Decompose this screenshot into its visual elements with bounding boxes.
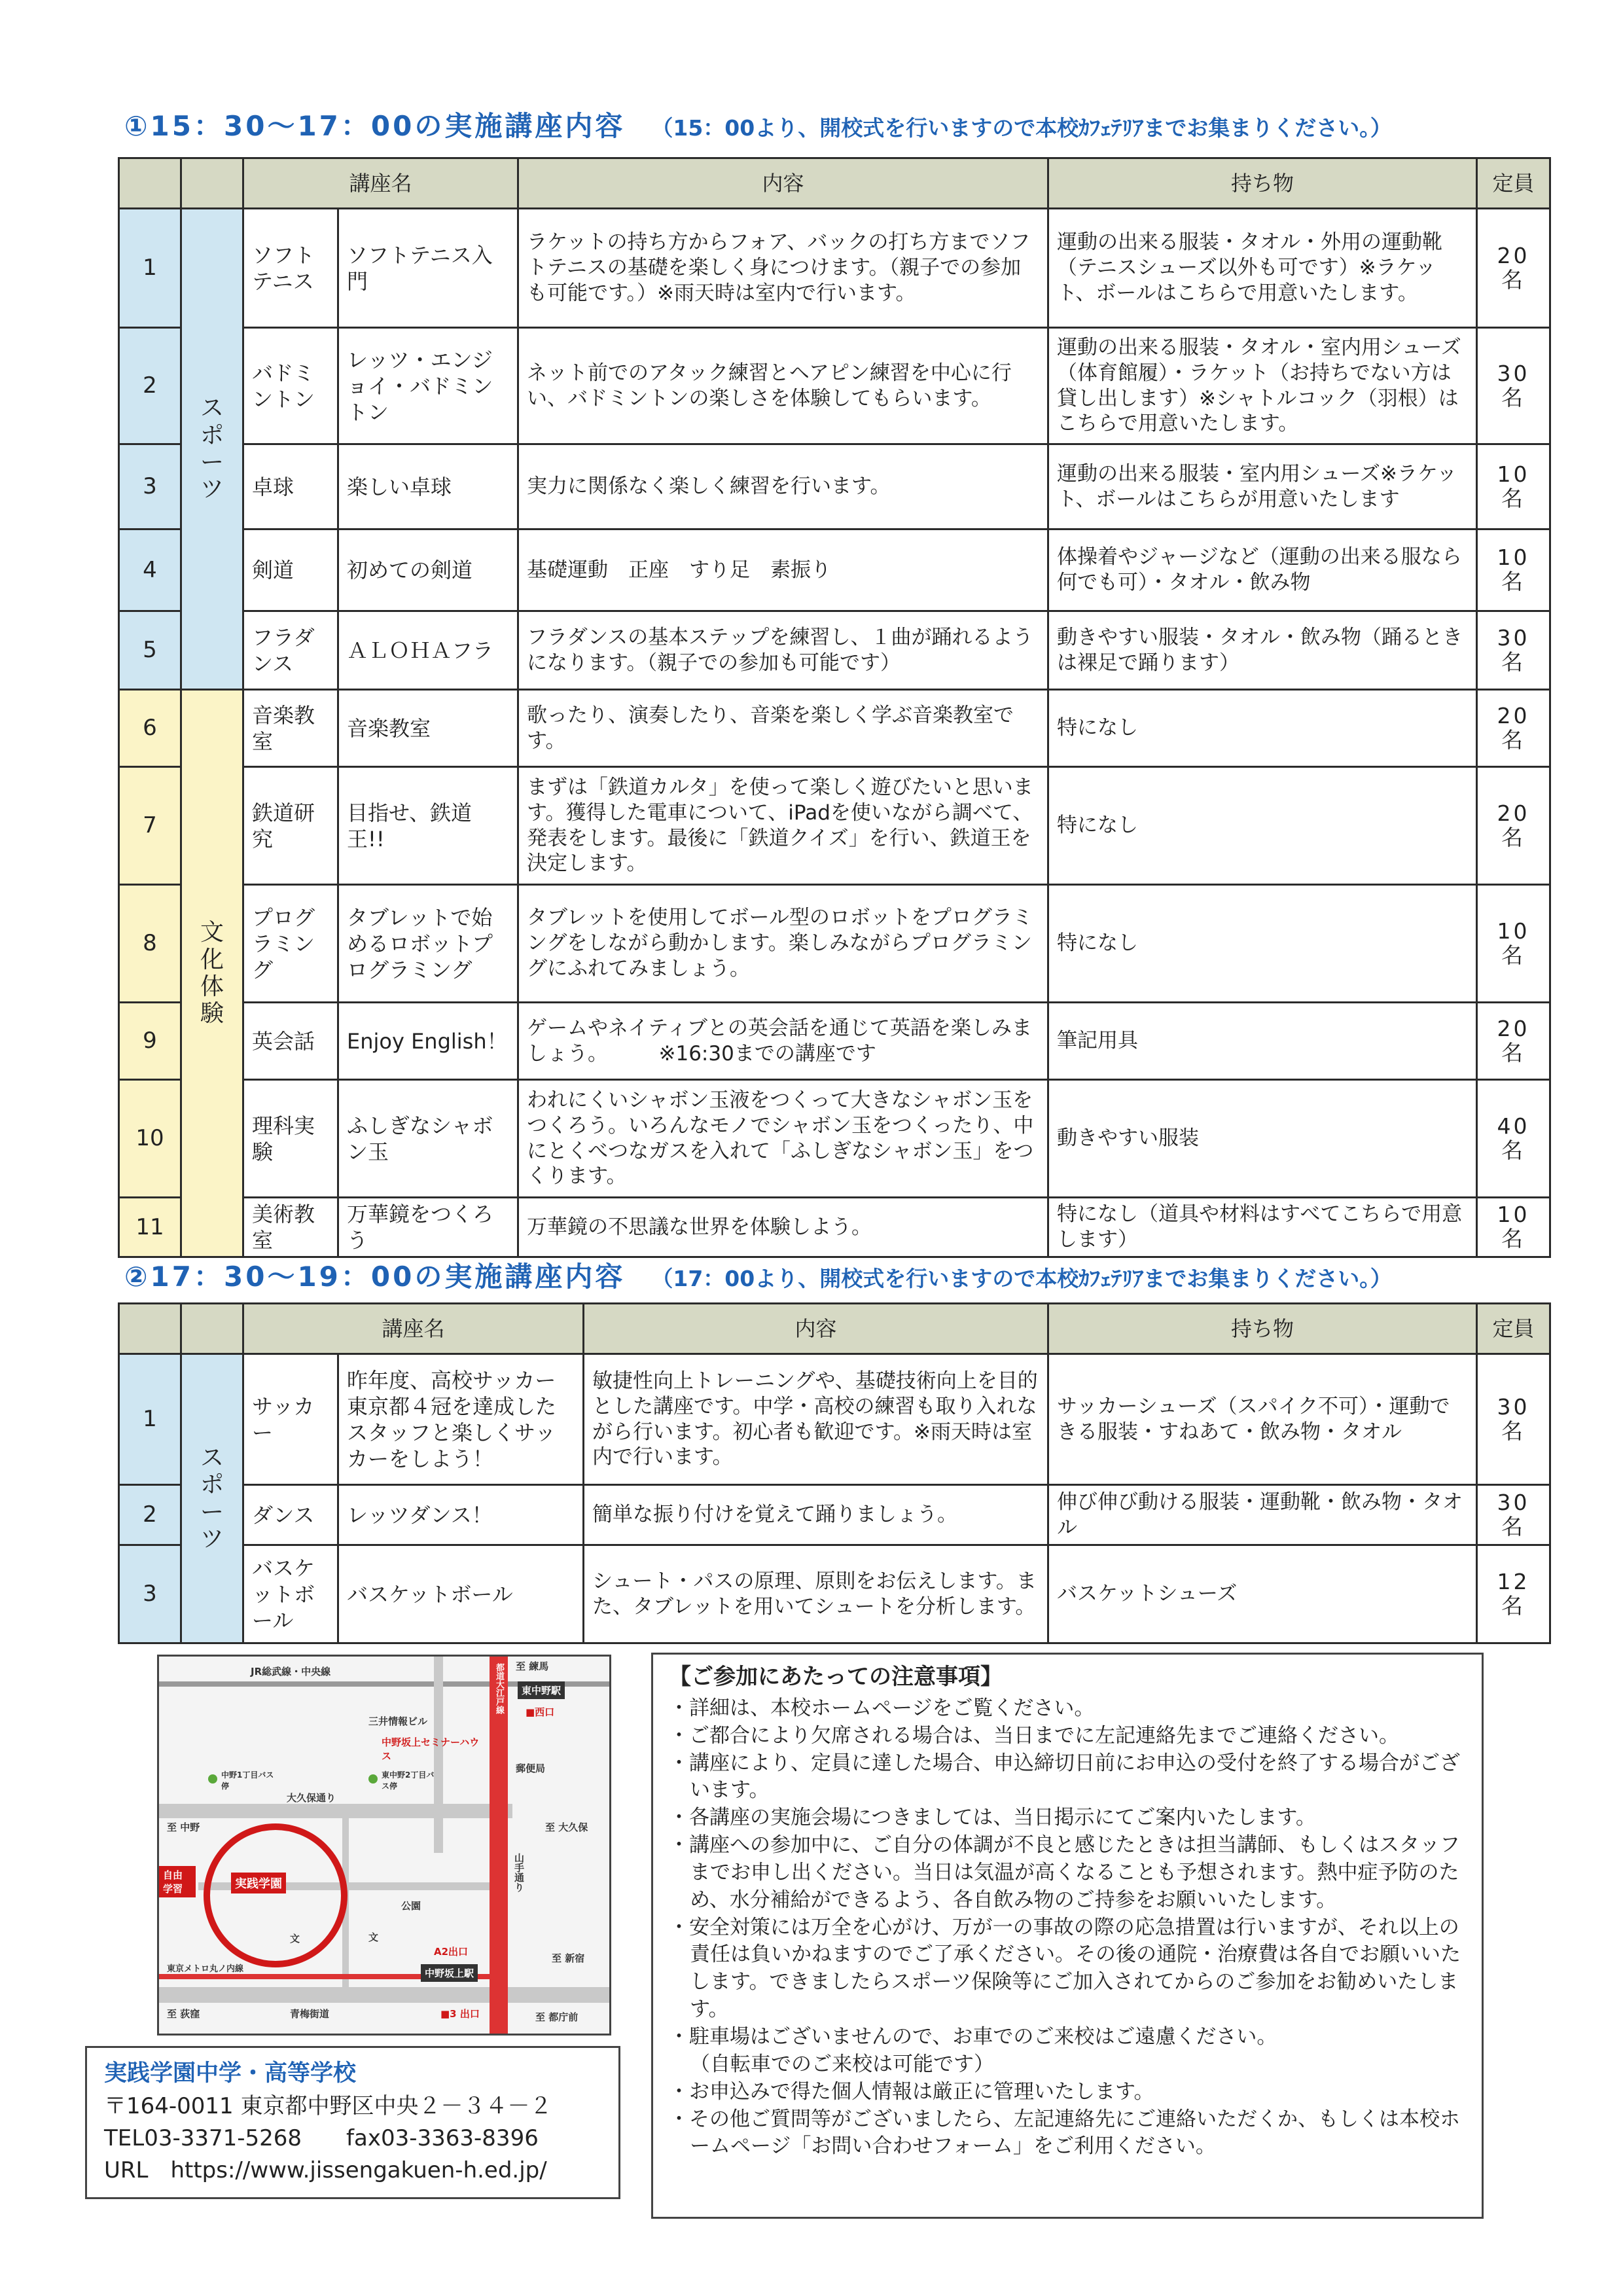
- table-row: [119, 885, 1550, 1003]
- course-title: 音楽教室: [338, 690, 518, 767]
- row-number: 11: [119, 1198, 181, 1257]
- session1-note: （15：00より、開校式を行いますので本校ｶﾌｪﾃﾘｱまでお集まりください。）: [651, 115, 1392, 141]
- table-row: [119, 767, 1550, 885]
- table-row: [119, 611, 1550, 690]
- session2-title: ②17：30～19：00の実施講座内容: [124, 1261, 626, 1293]
- course-items: 運動の出来る服装・タオル・室内用シューズ（体育館履）・ラケット（お持ちでない方は貸し出します）※シャトルコック（羽根）はこちらで用意いたします。: [1048, 328, 1477, 444]
- table-row: [119, 1354, 1550, 1485]
- table-row: [119, 1485, 1550, 1545]
- header-items: 持ち物: [1048, 158, 1477, 209]
- table-row: [119, 1003, 1550, 1080]
- session2-heading: [124, 1255, 1392, 1295]
- course-capacity: 10名: [1477, 444, 1550, 529]
- course-items: 特になし（道具や材料はすべてこちらで用意します）: [1048, 1198, 1477, 1257]
- course-title: 楽しい卓球: [338, 444, 518, 529]
- nakanosakaue-station: 中野坂上駅: [421, 1964, 478, 1982]
- course-content: 敏捷性向上トレーニングや、基礎技術向上を目的とした講座です。中学・高校の練習も取り入れながら行います。初心者も歓迎です。※雨天時は室内で行います。: [584, 1354, 1048, 1485]
- to-nakano-label: 至 中野: [167, 1821, 200, 1833]
- session2-header-row: [119, 1304, 1550, 1354]
- course-name: 剣道: [243, 529, 338, 611]
- course-capacity: 20名: [1477, 209, 1550, 328]
- course-name: 音楽教室: [243, 690, 338, 767]
- table-row: [119, 1545, 1550, 1643]
- school-label: 実践学園: [231, 1873, 286, 1893]
- course-name: バスケットボール: [243, 1545, 338, 1643]
- school-location-marker: [204, 1823, 348, 1967]
- yamate-dori-label: 山手通り: [513, 1853, 525, 1892]
- post-office-label: 郵便局: [516, 1763, 546, 1774]
- course-content: まずは「鉄道カルタ」を使って楽しく遊びたいと思います。獲得した電車について、iPadを使いながら調べて、発表をします。最後に「鉄道クイズ」を行い、鉄道王を決定します。: [518, 767, 1048, 885]
- category-sport: スポーツ: [181, 209, 243, 690]
- course-capacity: 10名: [1477, 529, 1550, 611]
- course-name: 卓球: [243, 444, 338, 529]
- course-capacity: 30名: [1477, 1485, 1550, 1545]
- row-number: 8: [119, 885, 181, 1003]
- exit-3-label: ■3 出口: [440, 2008, 480, 2020]
- course-name: ダンス: [243, 1485, 338, 1545]
- course-items: 運動の出来る服装・室内用シューズ※ラケット、ボールはこちらが用意いたします: [1048, 444, 1477, 529]
- course-name: サッカー: [243, 1354, 338, 1485]
- row-number: 4: [119, 529, 181, 611]
- note-item: ・駐車場はございませんので、お車でのご来校はご遠慮ください。: [669, 2025, 1277, 2049]
- course-content: 歌ったり、演奏したり、音楽を楽しく学ぶ音楽教室です。: [518, 690, 1048, 767]
- course-title: レッツ・エンジョイ・バドミントン: [338, 328, 518, 444]
- course-items: 動きやすい服装・タオル・飲み物（踊るときは裸足で踊ります）: [1048, 611, 1477, 690]
- row-number: 2: [119, 1485, 181, 1545]
- note-item: ・詳細は、本校ホームページをご覧ください。: [669, 1696, 1095, 1720]
- category-culture: 文化体験: [181, 690, 243, 1257]
- bus-stop-icon: [368, 1774, 378, 1784]
- course-capacity: 30名: [1477, 1354, 1550, 1485]
- course-content: シュート・パスの原理、原則をお伝えします。また、タブレットを用いてシュートを分析します。: [584, 1545, 1048, 1643]
- course-items: バスケットシューズ: [1048, 1545, 1477, 1643]
- table-row: [119, 444, 1550, 529]
- school-symbol: 文: [368, 1931, 379, 1943]
- row-number: 10: [119, 1080, 181, 1198]
- phone-fax: TEL03-3371-5268 fax03-3363-8396: [104, 2125, 539, 2152]
- course-content: 簡単な振り付けを覚えて踊りましょう。: [584, 1485, 1048, 1545]
- jiyu-gakushu-label: 自由学習: [159, 1866, 196, 1897]
- course-title: 昨年度、高校サッカー東京都４冠を達成したスタッフと楽しくサッカーをしよう！: [338, 1354, 584, 1485]
- row-number: 9: [119, 1003, 181, 1080]
- course-capacity: 20名: [1477, 690, 1550, 767]
- course-name: 英会話: [243, 1003, 338, 1080]
- table-row: [119, 529, 1550, 611]
- header-course-name: 講座名: [243, 158, 518, 209]
- course-name: 鉄道研究: [243, 767, 338, 885]
- course-title: タブレットで始めるロボットプログラミング: [338, 885, 518, 1003]
- course-items: 特になし: [1048, 885, 1477, 1003]
- course-items: サッカーシューズ（スパイク不可）・運動できる服装・すねあて・飲み物・タオル: [1048, 1354, 1477, 1485]
- row-number: 3: [119, 1545, 181, 1643]
- row-number: 1: [119, 209, 181, 328]
- access-map: [157, 1655, 611, 2036]
- oedo-line-label: 都道大江戸線: [494, 1663, 504, 1714]
- course-title: レッツダンス！: [338, 1485, 584, 1545]
- course-capacity: 12名: [1477, 1545, 1550, 1643]
- table-row: [119, 328, 1550, 444]
- course-title: ふしぎなシャボン玉: [338, 1080, 518, 1198]
- row-number: 2: [119, 328, 181, 444]
- park-label: 公園: [401, 1900, 421, 1912]
- row-number: 5: [119, 611, 181, 690]
- to-nerima-label: 至 練馬: [516, 1660, 549, 1672]
- notes-box: [651, 1653, 1484, 2219]
- course-content: 基礎運動 正座 すり足 素振り: [518, 529, 1048, 611]
- row-number: 6: [119, 690, 181, 767]
- note-item: ・講座への参加中に、ご自分の体調が不良と感じたときは担当講師、もしくはスタッフまでお申し出ください。当日は気温が高くなることも予想されます。熱中症予防のため、水分補給ができるよう、各自飲み物のご持参をお願いいたします。: [669, 1833, 1460, 1912]
- course-capacity: 10名: [1477, 885, 1550, 1003]
- table-row: [119, 1080, 1550, 1198]
- session1-heading: [124, 105, 1392, 144]
- row-number: 3: [119, 444, 181, 529]
- seminar-house-label: 中野坂上セミナーハウス: [382, 1736, 480, 1762]
- session1-table: [118, 157, 1551, 1258]
- course-name: 美術教室: [243, 1198, 338, 1257]
- session1-header-row: [119, 158, 1550, 209]
- note-item: ・各講座の実施会場につきましては、当日掲示にてご案内いたします。: [669, 1806, 1316, 1830]
- course-name: バドミントン: [243, 328, 338, 444]
- course-items: 筆記用具: [1048, 1003, 1477, 1080]
- notes-title: 【ご参加にあたっての注意事項】: [669, 1664, 1003, 1690]
- metro-line-label: 東京メトロ丸ノ内線: [167, 1964, 244, 1974]
- category-sport: スポーツ: [181, 1354, 243, 1643]
- table-row: [119, 1198, 1550, 1257]
- table-row: [119, 209, 1550, 328]
- course-items: 伸び伸び動ける服装・運動靴・飲み物・タオル: [1048, 1485, 1477, 1545]
- ome-kaido-label: 青梅街道: [290, 2008, 330, 2020]
- note-item: ・その他ご質問等がございましたら、左記連絡先にご連絡いただくか、もしくは本校ホームページ「お問い合わせフォーム」をご利用ください。: [669, 2107, 1460, 2159]
- row-number: 1: [119, 1354, 181, 1485]
- west-exit-label: ■西口: [526, 1706, 555, 1718]
- course-title: バスケットボール: [338, 1545, 584, 1643]
- note-item: ・講座により、定員に達した場合、申込締切日前にお申込の受付を終了する場合がございます。: [669, 1751, 1460, 1803]
- address-box: [85, 2046, 620, 2199]
- table-row: [119, 690, 1550, 767]
- course-name: 理科実験: [243, 1080, 338, 1198]
- school-url[interactable]: URL https://www.jissengakuen-h.ed.jp/: [104, 2157, 547, 2184]
- course-title: 初めての剣道: [338, 529, 518, 611]
- row-number: 7: [119, 767, 181, 885]
- note-item: ・ご都合により欠席される場合は、当日までに左記連絡先までご連絡ください。: [669, 1723, 1399, 1748]
- course-title: 万華鏡をつくろう: [338, 1198, 518, 1257]
- course-capacity: 30名: [1477, 611, 1550, 690]
- course-title: Enjoy English！: [338, 1003, 518, 1080]
- higashinakano-station: 東中野駅: [518, 1681, 565, 1699]
- okubo-dori-label: 大久保通り: [287, 1792, 336, 1804]
- course-items: 動きやすい服装: [1048, 1080, 1477, 1198]
- to-ogikubo-label: 至 荻窪: [167, 2008, 200, 2020]
- exit-a2-label: A2出口: [434, 1946, 469, 1958]
- course-name: ソフトテニス: [243, 209, 338, 328]
- session2-table: [118, 1302, 1551, 1644]
- course-name: プログラミング: [243, 885, 338, 1003]
- course-items: 特になし: [1048, 767, 1477, 885]
- header-content: 内容: [584, 1304, 1048, 1354]
- note-item: ・お申込みで得た個人情報は厳正に管理いたします。: [669, 2079, 1154, 2104]
- session2-note: （17：00より、開校式を行いますので本校ｶﾌｪﾃﾘｱまでお集まりください。）: [651, 1266, 1392, 1291]
- header-capacity: 定員: [1477, 1304, 1550, 1354]
- course-content: ラケットの持ち方からフォア、バックの打ち方までソフトテニスの基礎を楽しく身につけます。（親子での参加も可能です。）※雨天時は室内で行います。: [518, 209, 1048, 328]
- course-items: 体操着やジャージなど（運動の出来る服なら何でも可）・タオル・飲み物: [1048, 529, 1477, 611]
- course-items: 特になし: [1048, 690, 1477, 767]
- ome-road: [159, 1987, 609, 2003]
- mitsui-building-label: 三井情報ビル: [368, 1715, 428, 1727]
- course-content: われにくいシャボン玉液をつくって大きなシャボン玉をつくろう。いろんなモノでシャボン玉をつくったり、中にとくべつなガスを入れて「ふしぎなシャボン玉」をつくります。: [518, 1080, 1048, 1198]
- course-capacity: 10名: [1477, 1198, 1550, 1257]
- course-title: 目指せ、鉄道王!!: [338, 767, 518, 885]
- course-title: ソフトテニス入門: [338, 209, 518, 328]
- okubo-road: [159, 1804, 512, 1818]
- header-capacity: 定員: [1477, 158, 1550, 209]
- note-item: ・安全対策には万全を心がけ、万が一の事故の際の応急措置は行いますが、それ以上の責任は負いかねますのでご了承ください。その後の通院・治療費は各自でお願いいたします。できましたらスポーツ保険等にご加入されてからのご参加をお勧めいたします。: [669, 1915, 1461, 2022]
- bus-stop-icon: [208, 1774, 217, 1784]
- course-content: 万華鏡の不思議な世界を体験しよう。: [518, 1198, 1048, 1257]
- course-items: 運動の出来る服装・タオル・外用の運動靴（テニスシューズ以外も可です）※ラケット、ボールはこちらで用意いたします。: [1048, 209, 1477, 328]
- course-content: 実力に関係なく楽しく練習を行います。: [518, 444, 1048, 529]
- course-capacity: 30名: [1477, 328, 1550, 444]
- bus-stop-1-label: 中野1丁目バス停: [221, 1770, 274, 1791]
- course-content: ゲームやネイティブとの英会話を通じて英語を楽しみましょう。 ※16:30までの講座です: [518, 1003, 1048, 1080]
- course-capacity: 40名: [1477, 1080, 1550, 1198]
- school-symbol: 文: [290, 1933, 300, 1945]
- course-title: ＡＬＯＨＡフラ: [338, 611, 518, 690]
- to-tochomae-label: 至 都庁前: [535, 2011, 579, 2023]
- to-shinjuku-label: 至 新宿: [552, 1952, 585, 1964]
- course-content: タブレットを使用してボール型のロボットをプログラミングをしながら動かします。楽しみながらプログラミングにふれてみましょう。: [518, 885, 1048, 1003]
- postal-address: 〒164-0011 東京都中野区中央２－３４－２: [104, 2092, 552, 2119]
- course-content: フラダンスの基本ステップを練習し、１曲が踊れるようになります。（親子での参加も可能です）: [518, 611, 1048, 690]
- header-course-name: 講座名: [243, 1304, 584, 1354]
- to-okubo-label: 至 大久保: [545, 1821, 588, 1833]
- jr-line-label: JR総武線・中央線: [251, 1666, 331, 1677]
- header-items: 持ち物: [1048, 1304, 1477, 1354]
- course-name: フラダンス: [243, 611, 338, 690]
- session1-title: ①15：30～17：00の実施講座内容: [124, 110, 626, 142]
- header-content: 内容: [518, 158, 1048, 209]
- course-capacity: 20名: [1477, 1003, 1550, 1080]
- course-content: ネット前でのアタック練習とヘアピン練習を中心に行い、バドミントンの楽しさを体験してもらいます。: [518, 328, 1048, 444]
- school-name: 実践学園中学・高等学校: [104, 2060, 357, 2087]
- note-item: （自転車でのご来校は可能です）: [690, 2052, 994, 2076]
- course-capacity: 20名: [1477, 767, 1550, 885]
- bus-stop-2-label: 東中野2丁目バス停: [382, 1770, 435, 1791]
